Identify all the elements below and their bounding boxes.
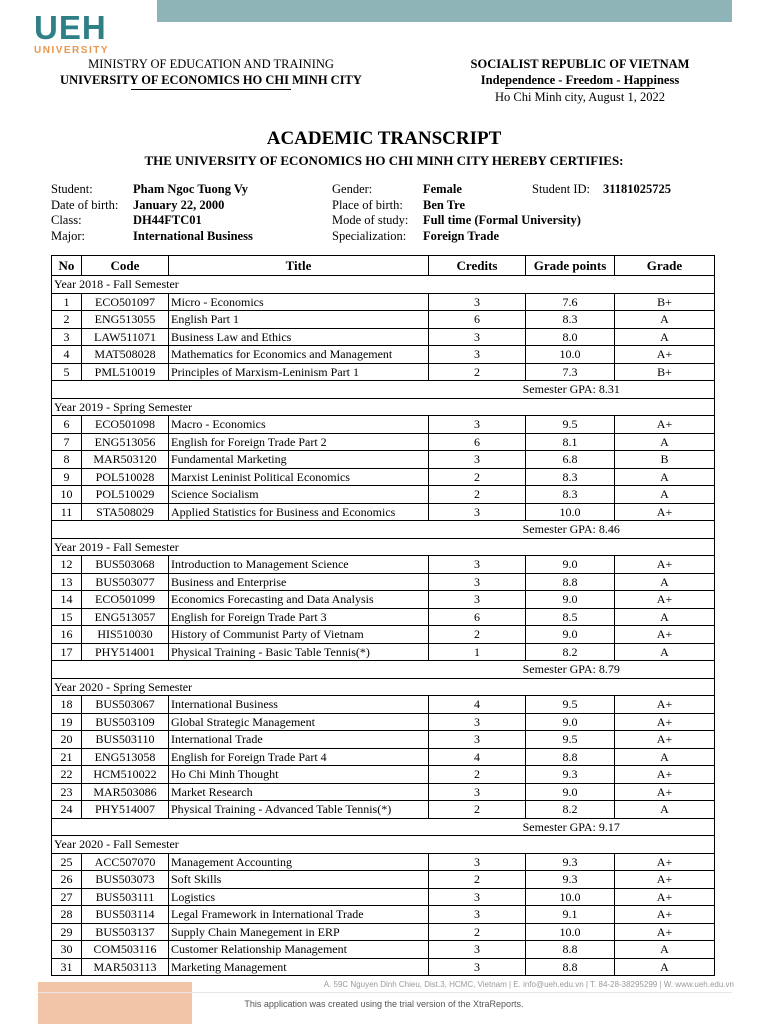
table-cell: Management Accounting (169, 853, 429, 871)
table-cell: 3 (429, 503, 526, 521)
table-cell: Introduction to Management Science (169, 556, 429, 574)
table-cell: 10.0 (526, 888, 615, 906)
table-header-row (52, 256, 715, 276)
table-cell: Micro - Economics (169, 293, 429, 311)
semester-name: Year 2020 - Fall Semester (52, 836, 715, 854)
table-cell: 25 (52, 853, 82, 871)
table-cell: 21 (52, 748, 82, 766)
table-cell: 1 (429, 643, 526, 661)
table-cell: 2 (429, 626, 526, 644)
table-cell: Supply Chain Manegement in ERP (169, 923, 429, 941)
table-cell: 30 (52, 941, 82, 959)
info-label: Place of birth: (332, 197, 403, 212)
table-row (52, 958, 715, 976)
table-cell: 9.5 (526, 696, 615, 714)
table-cell: A+ (615, 871, 715, 889)
table-cell: A+ (615, 713, 715, 731)
ueh-logo (34, 9, 110, 56)
table-cell: PHY514007 (82, 801, 169, 819)
table-cell: A+ (615, 853, 715, 871)
table-row (52, 853, 715, 871)
table-cell: 6 (429, 608, 526, 626)
top-color-bar (157, 0, 732, 22)
table-cell: STA508029 (82, 503, 169, 521)
table-cell: MAT508028 (82, 346, 169, 364)
table-row (52, 906, 715, 924)
table-cell: 10.0 (526, 923, 615, 941)
info-label: Gender: (332, 182, 373, 196)
table-cell: 14 (52, 591, 82, 609)
table-cell: 2 (429, 363, 526, 381)
table-cell: ECO501098 (82, 416, 169, 434)
table-cell: 2 (429, 468, 526, 486)
table-row (52, 416, 715, 434)
header-left-divider (131, 89, 291, 90)
table-cell: International Business (169, 696, 429, 714)
table-cell: 8.8 (526, 748, 615, 766)
logo-main-text: UEH (34, 9, 107, 46)
table-cell: 9.1 (526, 906, 615, 924)
info-value: 31181025725 (603, 182, 672, 196)
table-cell: MAR503120 (82, 451, 169, 469)
ministry-header (52, 56, 370, 90)
table-cell: 6 (429, 433, 526, 451)
table-cell: 3 (429, 451, 526, 469)
republic-name: SOCIALIST REPUBLIC OF VIETNAM (470, 57, 690, 71)
table-cell: 9.3 (526, 853, 615, 871)
info-label: Date of birth: (51, 197, 119, 212)
table-cell: 9 (52, 468, 82, 486)
table-cell: Legal Framework in International Trade (169, 906, 429, 924)
semester-name: Year 2019 - Fall Semester (52, 538, 715, 556)
table-cell: 8.3 (526, 311, 615, 329)
semester-name: Year 2019 - Spring Semester (52, 398, 715, 416)
semester-row (52, 398, 715, 416)
table-cell: 3 (429, 713, 526, 731)
table-cell: 3 (429, 888, 526, 906)
table-cell: COM503116 (82, 941, 169, 959)
table-cell: ECO501099 (82, 591, 169, 609)
ministry-name: MINISTRY OF EDUCATION AND TRAINING (88, 57, 334, 71)
table-cell: 9.5 (526, 416, 615, 434)
table-cell: 6 (429, 311, 526, 329)
column-header: Grade (615, 256, 715, 276)
table-cell: Physical Training - Basic Table Tennis(*) (169, 643, 429, 661)
table-cell: PHY514001 (82, 643, 169, 661)
semester-gpa-row (52, 521, 715, 539)
table-cell: A (615, 433, 715, 451)
table-cell: ENG513056 (82, 433, 169, 451)
table-cell: 16 (52, 626, 82, 644)
table-row (52, 748, 715, 766)
table-cell: 2 (52, 311, 82, 329)
table-cell: 23 (52, 783, 82, 801)
issue-date: Ho Chi Minh city, August 1, 2022 (494, 90, 666, 104)
table-cell: 3 (429, 591, 526, 609)
table-cell: A+ (615, 766, 715, 784)
table-cell: Business and Enterprise (169, 573, 429, 591)
table-row (52, 328, 715, 346)
semester-row (52, 678, 715, 696)
column-header: Credits (429, 256, 526, 276)
table-row (52, 556, 715, 574)
semester-gpa: Semester GPA: 8.46 (429, 521, 715, 539)
table-row (52, 713, 715, 731)
table-cell: Marxist Leninist Political Economics (169, 468, 429, 486)
table-cell: 2 (429, 486, 526, 504)
info-label: Mode of study: (332, 213, 409, 227)
table-cell: 8.3 (526, 486, 615, 504)
table-cell: Customer Relationship Management (169, 941, 429, 959)
table-cell: A+ (615, 626, 715, 644)
semester-name: Year 2020 - Spring Semester (52, 678, 715, 696)
table-row (52, 573, 715, 591)
semester-gpa: Semester GPA: 8.31 (429, 381, 715, 399)
table-cell: B (615, 451, 715, 469)
table-row (52, 608, 715, 626)
table-cell: 8.2 (526, 643, 615, 661)
table-cell: 3 (429, 941, 526, 959)
table-cell: A (615, 608, 715, 626)
table-cell: 8.5 (526, 608, 615, 626)
table-cell: 4 (429, 696, 526, 714)
table-cell: Applied Statistics for Business and Economics (169, 503, 429, 521)
table-cell: A+ (615, 503, 715, 521)
table-cell: A+ (615, 591, 715, 609)
table-row (52, 731, 715, 749)
table-row (52, 696, 715, 714)
table-cell: 6.8 (526, 451, 615, 469)
table-cell: A+ (615, 556, 715, 574)
table-cell: 2 (429, 766, 526, 784)
table-cell: 5 (52, 363, 82, 381)
table-cell: 9.0 (526, 713, 615, 731)
table-row (52, 311, 715, 329)
motto: Independence - Freedom - Happiness (480, 73, 680, 87)
table-cell: ENG513055 (82, 311, 169, 329)
table-cell: 3 (429, 293, 526, 311)
table-cell: POL510028 (82, 468, 169, 486)
table-cell: 22 (52, 766, 82, 784)
table-cell: A+ (615, 416, 715, 434)
table-cell: 9.3 (526, 766, 615, 784)
table-cell: Economics Forecasting and Data Analysis (169, 591, 429, 609)
table-cell: English for Foreign Trade Part 3 (169, 608, 429, 626)
table-cell: 3 (52, 328, 82, 346)
info-value: January 22, 2000 (133, 197, 225, 212)
table-cell: 8.3 (526, 468, 615, 486)
info-value: Female (423, 182, 462, 196)
table-cell: BUS503068 (82, 556, 169, 574)
table-cell: 3 (429, 783, 526, 801)
table-cell: 2 (429, 871, 526, 889)
table-cell: 8.0 (526, 328, 615, 346)
table-cell: BUS503077 (82, 573, 169, 591)
table-cell: A (615, 486, 715, 504)
table-cell: 7 (52, 433, 82, 451)
info-label: Student: (51, 182, 93, 196)
info-label: Class: (51, 213, 82, 227)
table-cell: BUS503137 (82, 923, 169, 941)
table-cell: 6 (52, 416, 82, 434)
semester-name: Year 2018 - Fall Semester (52, 276, 715, 294)
table-cell: 3 (429, 731, 526, 749)
table-cell: ACC507070 (82, 853, 169, 871)
table-cell: Ho Chi Minh Thought (169, 766, 429, 784)
table-cell: A+ (615, 731, 715, 749)
table-row (52, 346, 715, 364)
table-row (52, 503, 715, 521)
table-cell: A+ (615, 346, 715, 364)
table-body (52, 276, 715, 976)
table-row (52, 766, 715, 784)
gpa-spacer (52, 521, 429, 539)
table-cell: ENG513057 (82, 608, 169, 626)
table-cell: 24 (52, 801, 82, 819)
table-cell: 3 (429, 328, 526, 346)
table-cell: Science Socialism (169, 486, 429, 504)
table-cell: ECO501097 (82, 293, 169, 311)
table-cell: MAR503113 (82, 958, 169, 976)
table-cell: Soft Skills (169, 871, 429, 889)
table-cell: English for Foreign Trade Part 4 (169, 748, 429, 766)
document-subtitle: THE UNIVERSITY OF ECONOMICS HO CHI MINH CITY HEREBY CERTIFIES: (144, 153, 624, 168)
logo-sub-text: UNIVERSITY (34, 45, 110, 56)
table-cell: 10.0 (526, 503, 615, 521)
info-value: DH44FTC01 (133, 213, 202, 227)
table-cell: 27 (52, 888, 82, 906)
table-cell: Market Research (169, 783, 429, 801)
table-cell: 9.0 (526, 626, 615, 644)
table-cell: 10.0 (526, 346, 615, 364)
table-cell: 9.0 (526, 556, 615, 574)
table-cell: Principles of Marxism-Leninism Part 1 (169, 363, 429, 381)
table-row (52, 433, 715, 451)
table-cell: 18 (52, 696, 82, 714)
table-cell: MAR503086 (82, 783, 169, 801)
table-cell: LAW511071 (82, 328, 169, 346)
table-cell: BUS503110 (82, 731, 169, 749)
table-cell: 20 (52, 731, 82, 749)
table-row (52, 941, 715, 959)
table-cell: 8.2 (526, 801, 615, 819)
table-cell: Marketing Management (169, 958, 429, 976)
info-value: International Business (133, 228, 253, 243)
table-row (52, 363, 715, 381)
table-cell: 3 (429, 958, 526, 976)
semester-row (52, 538, 715, 556)
table-cell: 8 (52, 451, 82, 469)
table-cell: Business Law and Ethics (169, 328, 429, 346)
table-cell: B+ (615, 293, 715, 311)
semester-gpa: Semester GPA: 8.79 (429, 661, 715, 679)
table-cell: 1 (52, 293, 82, 311)
table-cell: A+ (615, 888, 715, 906)
table-cell: 19 (52, 713, 82, 731)
info-value: Pham Ngoc Tuong Vy (133, 182, 248, 196)
table-cell: A (615, 958, 715, 976)
table-cell: 4 (52, 346, 82, 364)
table-row (52, 923, 715, 941)
table-cell: BUS503067 (82, 696, 169, 714)
table-cell: BUS503109 (82, 713, 169, 731)
info-label: Student ID: (532, 182, 590, 196)
column-header: Grade points (526, 256, 615, 276)
table-cell: 9.5 (526, 731, 615, 749)
table-cell: A (615, 311, 715, 329)
column-header: No (52, 256, 82, 276)
semester-gpa: Semester GPA: 9.17 (429, 818, 715, 836)
republic-header (440, 56, 720, 105)
table-cell: 15 (52, 608, 82, 626)
column-header: Code (82, 256, 169, 276)
table-row (52, 293, 715, 311)
table-cell: 28 (52, 906, 82, 924)
table-cell: 9.0 (526, 783, 615, 801)
table-cell: A (615, 573, 715, 591)
table-cell: A+ (615, 923, 715, 941)
table-cell: 3 (429, 416, 526, 434)
table-cell: A (615, 468, 715, 486)
table-row (52, 783, 715, 801)
table-cell: A+ (615, 696, 715, 714)
table-cell: A (615, 801, 715, 819)
table-cell: A+ (615, 783, 715, 801)
table-cell: 10 (52, 486, 82, 504)
table-cell: 26 (52, 871, 82, 889)
table-cell: A (615, 941, 715, 959)
table-cell: 3 (429, 573, 526, 591)
table-row (52, 871, 715, 889)
gpa-spacer (52, 661, 429, 679)
table-cell: 2 (429, 801, 526, 819)
table-cell: 9.3 (526, 871, 615, 889)
footer-contact: A. 59C Nguyen Dinh Chieu, Dist.3, HCMC, Vietnam | E. info@ueh.edu.vn | T. 84-28-38295299 | W. www.ueh.edu.vn (323, 980, 734, 989)
table-row (52, 468, 715, 486)
table-cell: BUS503111 (82, 888, 169, 906)
info-value: Full time (Formal University) (423, 213, 581, 227)
table-cell: ENG513058 (82, 748, 169, 766)
table-cell: Global Strategic Management (169, 713, 429, 731)
table-cell: HIS510030 (82, 626, 169, 644)
table-cell: BUS503114 (82, 906, 169, 924)
info-label: Major: (51, 228, 86, 243)
table-row (52, 643, 715, 661)
table-cell: English for Foreign Trade Part 2 (169, 433, 429, 451)
table-cell: 7.6 (526, 293, 615, 311)
table-cell: 8.8 (526, 573, 615, 591)
footer-note: This application was created using the trial version of the XtraReports. (244, 999, 524, 1009)
table-cell: Mathematics for Economics and Management (169, 346, 429, 364)
table-cell: 3 (429, 906, 526, 924)
table-cell: 3 (429, 556, 526, 574)
table-cell: 2 (429, 923, 526, 941)
table-cell: BUS503073 (82, 871, 169, 889)
table-row (52, 888, 715, 906)
table-cell: 3 (429, 853, 526, 871)
table-cell: Fundamental Marketing (169, 451, 429, 469)
semester-row (52, 836, 715, 854)
table-cell: 29 (52, 923, 82, 941)
table-cell: 13 (52, 573, 82, 591)
table-cell: A+ (615, 906, 715, 924)
info-value: Foreign Trade (423, 228, 500, 243)
semester-row (52, 276, 715, 294)
table-cell: HCM510022 (82, 766, 169, 784)
table-row (52, 486, 715, 504)
footer-divider (38, 992, 732, 993)
table-cell: 7.3 (526, 363, 615, 381)
table-cell: A (615, 748, 715, 766)
info-label: Specialization: (332, 228, 407, 243)
info-value: Ben Tre (423, 197, 466, 212)
table-cell: Logistics (169, 888, 429, 906)
table-cell: A (615, 328, 715, 346)
table-cell: International Trade (169, 731, 429, 749)
table-cell: 31 (52, 958, 82, 976)
table-cell: 17 (52, 643, 82, 661)
table-cell: A (615, 643, 715, 661)
table-cell: POL510029 (82, 486, 169, 504)
table-row (52, 451, 715, 469)
gpa-spacer (52, 818, 429, 836)
table-cell: 12 (52, 556, 82, 574)
table-cell: Macro - Economics (169, 416, 429, 434)
table-cell: English Part 1 (169, 311, 429, 329)
column-header: Title (169, 256, 429, 276)
table-row (52, 591, 715, 609)
table-cell: Physical Training - Advanced Table Tennis(*) (169, 801, 429, 819)
table-cell: 4 (429, 748, 526, 766)
table-cell: 8.8 (526, 941, 615, 959)
gpa-spacer (52, 381, 429, 399)
document-title: ACADEMIC TRANSCRIPT (266, 128, 502, 149)
transcript-table (51, 255, 715, 976)
table-cell: 8.8 (526, 958, 615, 976)
table-cell: 8.1 (526, 433, 615, 451)
university-name: UNIVERSITY OF ECONOMICS HO CHI MINH CITY (60, 73, 362, 87)
table-cell: PML510019 (82, 363, 169, 381)
table-cell: History of Communist Party of Vietnam (169, 626, 429, 644)
semester-gpa-row (52, 818, 715, 836)
table-cell: 3 (429, 346, 526, 364)
semester-gpa-row (52, 661, 715, 679)
semester-gpa-row (52, 381, 715, 399)
table-cell: 9.0 (526, 591, 615, 609)
table-cell: 11 (52, 503, 82, 521)
table-row (52, 626, 715, 644)
table-cell: B+ (615, 363, 715, 381)
table-row (52, 801, 715, 819)
